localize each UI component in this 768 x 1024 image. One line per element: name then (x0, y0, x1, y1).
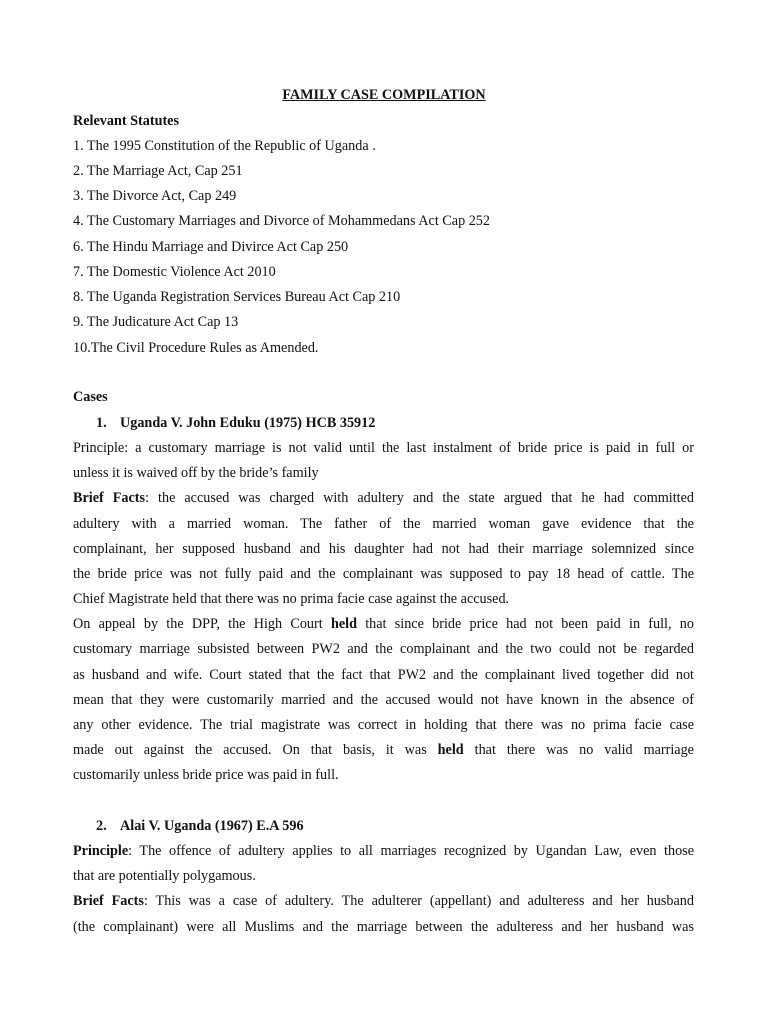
case-holding-line: as husband and wife. Court stated that the fact that PW2 and the complainant lived together did not (73, 667, 694, 683)
document-title: FAMILY CASE COMPILATION (282, 87, 486, 103)
statute-item: 7. The Domestic Violence Act 2010 (73, 264, 276, 280)
statute-item: 6. The Hindu Marriage and Divirce Act Cap 250 (73, 239, 349, 255)
brief-facts-label: Brief Facts (73, 490, 146, 506)
statutes-heading: Relevant Statutes (73, 113, 179, 129)
case-facts-line: Brief Facts: This was a case of adultery. The adulterer (appellant) and adulteress and her husband (73, 893, 694, 909)
held-word: held (330, 616, 357, 632)
case-facts-line: Chief Magistrate held that there was no prima facie case against the accused. (73, 591, 510, 607)
statute-item: 9. The Judicature Act Cap 13 (73, 314, 239, 330)
statute-item: 8. The Uganda Registration Services Bureau Act Cap 210 (73, 289, 401, 305)
case-principle-line: that are potentially polygamous. (73, 868, 256, 884)
case-facts-line: Brief Facts: the accused was charged with adultery and the state argued that he had committed (73, 490, 694, 506)
case-holding-line: any other evidence. The trial magistrate was correct in holding that there was no prima facie case (73, 717, 694, 733)
statute-item: 10.The Civil Procedure Rules as Amended. (73, 340, 319, 356)
statute-item: 2. The Marriage Act, Cap 251 (73, 163, 243, 179)
cases-heading: Cases (73, 389, 108, 405)
case-facts-line: adultery with a married woman. The father of the married woman gave evidence that the (73, 516, 694, 532)
case-title: Alai V. Uganda (1967) E.A 596 (120, 818, 304, 834)
principle-label: Principle (73, 843, 129, 859)
case-holding-line: customarily unless bride price was paid in full. (73, 767, 339, 783)
case-facts-line: complainant, her supposed husband and his daughter had not had their marriage solemnized since (73, 541, 694, 557)
case-principle-line: unless it is waived off by the bride’s family (73, 465, 319, 481)
case-title: Uganda V. John Eduku (1975) HCB 35912 (120, 415, 376, 431)
case-holding-line: On appeal by the DPP, the High Court held that since bride price had not been paid in full, no (73, 616, 694, 632)
case-holding-line: mean that they were customarily married and the accused would not have known in the absence of (73, 692, 694, 708)
statute-item: 1. The 1995 Constitution of the Republic of Uganda . (73, 138, 376, 154)
case-facts-line: the bride price was not fully paid and the complainant was supposed to pay 18 head of cattle. The (73, 566, 694, 582)
statute-item: 4. The Customary Marriages and Divorce of Mohammedans Act Cap 252 (73, 213, 490, 229)
case-number: 1. (96, 415, 107, 431)
case-holding-line: made out against the accused. On that basis, it was held that there was no valid marriage (73, 742, 694, 758)
brief-facts-label: Brief Facts (73, 893, 144, 909)
case-principle-line: Principle: a customary marriage is not valid until the last instalment of bride price is paid in full or (73, 440, 694, 456)
case-number: 2. (96, 818, 107, 834)
case-facts-line: (the complainant) were all Muslims and the marriage between the adulteress and her husband was (73, 919, 694, 935)
statute-item: 3. The Divorce Act, Cap 249 (73, 188, 237, 204)
case-principle-line: Principle: The offence of adultery applies to all marriages recognized by Ugandan Law, even those (73, 843, 694, 859)
held-word: held (437, 742, 464, 758)
case-holding-line: customary marriage subsisted between PW2 and the complainant and the two could not be regarded (73, 641, 694, 657)
